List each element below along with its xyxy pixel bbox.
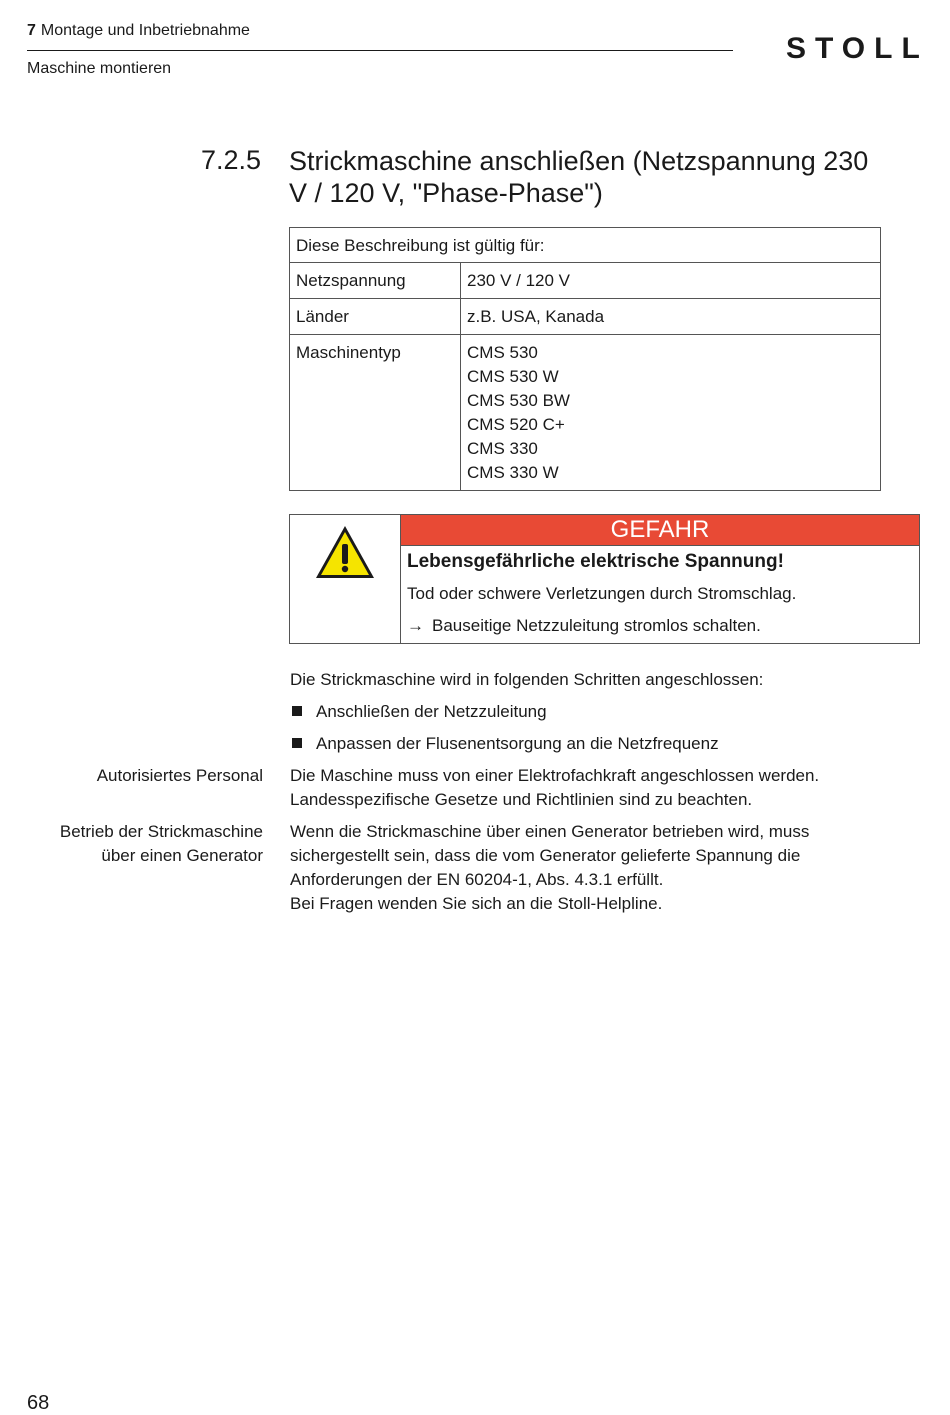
list-item-text: Anpassen der Flusenentsorgung an die Netzfrequenz [316, 734, 719, 753]
machine-type: CMS 530 BW [467, 391, 570, 410]
list-item-text: Anschließen der Netzzuleitung [316, 702, 547, 721]
chapter-number: 7 [27, 22, 36, 39]
row-value-maschinentyp [461, 335, 881, 491]
warning-triangle-icon [314, 524, 376, 580]
note-line: Wenn die Strickmaschine über einen Generator betrieben wird, muss [290, 822, 810, 841]
machine-type: CMS 530 W [467, 367, 559, 386]
danger-heading: Lebensgefährliche elektrische Spannung! [407, 551, 784, 572]
table-row [290, 335, 881, 491]
validity-table [289, 227, 881, 491]
list-item [290, 700, 547, 724]
note-line: Anforderungen der EN 60204-1, Abs. 4.3.1 erfüllt. [290, 870, 664, 889]
header-divider [27, 50, 733, 51]
danger-action [407, 616, 761, 636]
machine-type: CMS 330 [467, 439, 538, 458]
danger-label: GEFAHR [401, 515, 919, 546]
table-row [290, 263, 881, 299]
intro-text: Die Strickmaschine wird in folgenden Schritten angeschlossen: [290, 670, 764, 689]
bullet-square-icon [292, 706, 302, 716]
bullet-square-icon [292, 738, 302, 748]
chapter-title: Montage und Inbetriebnahme [40, 22, 250, 39]
page-number: 68 [27, 1392, 50, 1414]
margin-label-line: über einen Generator [101, 846, 263, 865]
margin-label-line: Betrieb der Strickmaschine [59, 822, 263, 841]
note-authorized-personnel [290, 764, 910, 812]
machine-type: CMS 520 C+ [467, 415, 565, 434]
margin-label-generator [60, 820, 263, 868]
note-line: Landesspezifische Gesetze und Richtlinien sind zu beachten. [290, 790, 753, 809]
arrow-right-icon: → [407, 616, 424, 635]
row-value-netzspannung: 230 V / 120 V [461, 263, 881, 299]
row-value-laender: z.B. USA, Kanada [461, 299, 881, 335]
table-row [290, 299, 881, 335]
danger-icon-cell [290, 515, 401, 643]
page-title: Strickmaschine anschließen (Netzspannung 230 V / 120 V, "Phase-Phase") [289, 146, 869, 208]
note-generator [290, 820, 910, 916]
machine-type: CMS 530 [467, 343, 538, 362]
margin-label-authorized-personnel: Autorisiertes Personal [96, 766, 263, 785]
machine-type: CMS 330 W [467, 463, 559, 482]
stoll-logo: STOLL [786, 32, 929, 65]
row-key-netzspannung: Netzspannung [290, 263, 461, 299]
danger-consequence: Tod oder schwere Verletzungen durch Stromschlag. [407, 584, 797, 603]
note-line: sichergestellt sein, dass die vom Generator gelieferte Spannung die [290, 846, 801, 865]
note-line: Bei Fragen wenden Sie sich an die Stoll-Helpline. [290, 894, 663, 913]
list-item [290, 732, 719, 756]
section-header: Maschine montieren [27, 60, 172, 77]
danger-notice [289, 514, 920, 644]
note-line: Die Maschine muss von einer Elektrofachkraft angeschlossen werden. [290, 766, 820, 785]
section-number: 7.2.5 [201, 145, 262, 175]
row-key-laender: Länder [290, 299, 461, 335]
danger-action-text: Bauseitige Netzzuleitung stromlos schalten. [432, 616, 761, 635]
validity-table-heading: Diese Beschreibung ist gültig für: [290, 228, 881, 263]
chapter-header [27, 22, 250, 40]
row-key-maschinentyp: Maschinentyp [290, 335, 461, 491]
